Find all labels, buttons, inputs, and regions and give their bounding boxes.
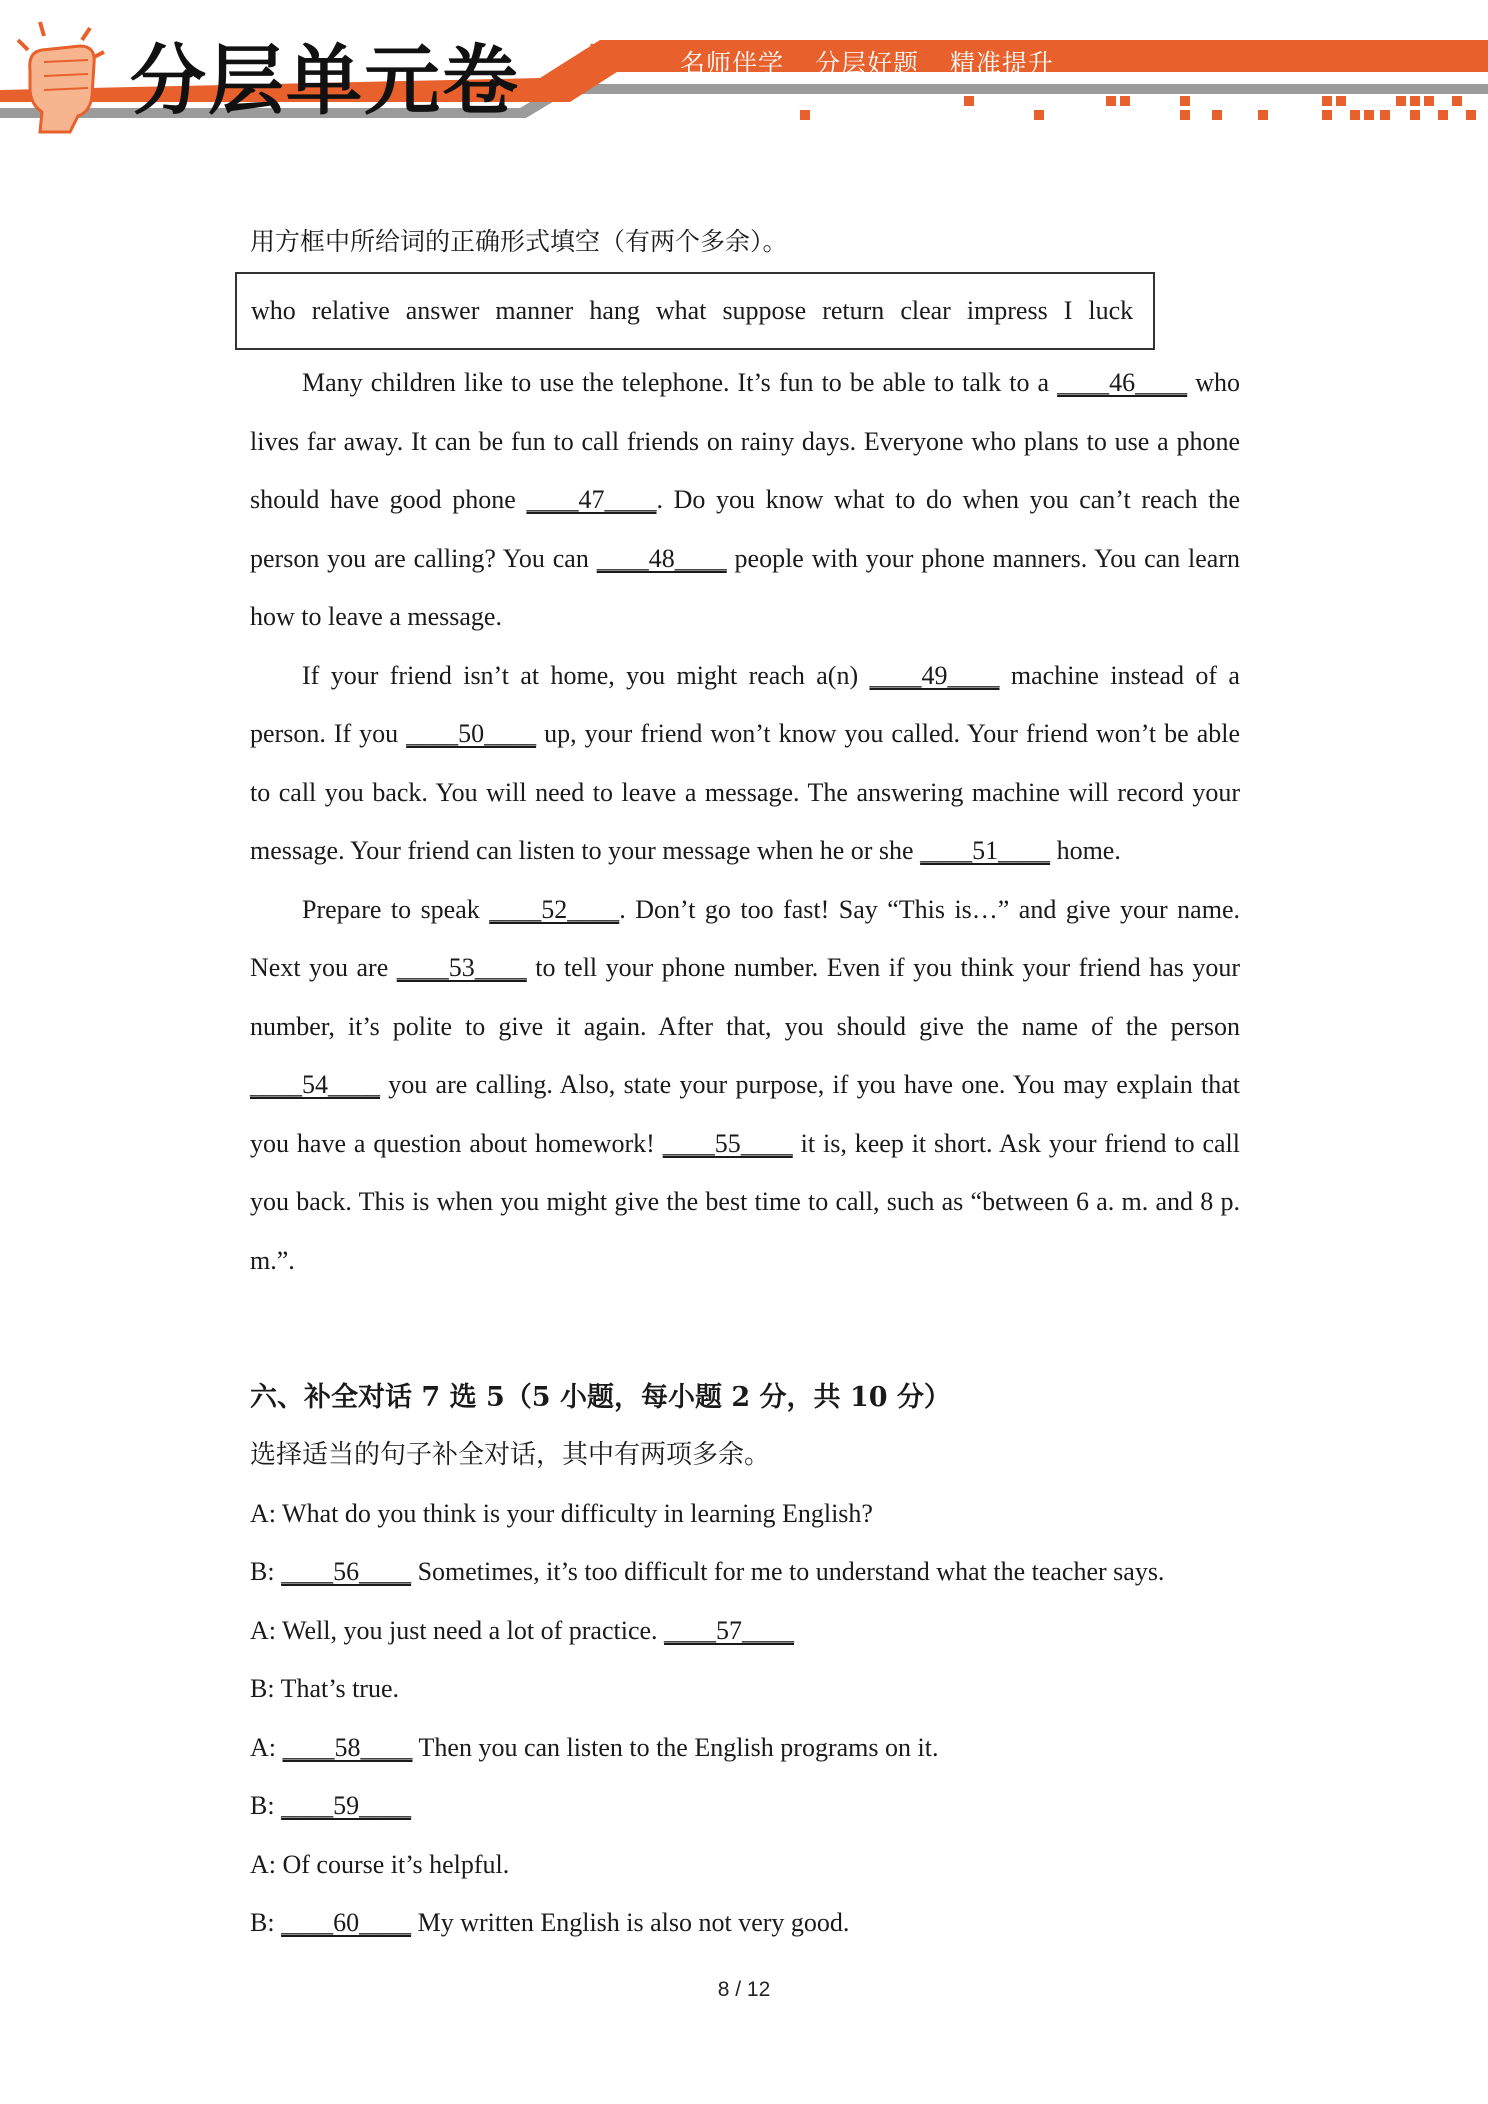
speaker-label: B: bbox=[250, 1791, 282, 1820]
dialogue-line: A: Of course it’s helpful. bbox=[250, 1849, 510, 1879]
dialogue-text: My written English is also not very good. bbox=[411, 1908, 850, 1937]
word-box-item: I bbox=[1063, 296, 1073, 325]
dialogue-line: B: That’s true. bbox=[250, 1674, 400, 1703]
dialogue-text: A: Well, you just need a lot of practice. bbox=[250, 1615, 665, 1645]
passage-paragraph-1 bbox=[250, 354, 1240, 647]
word-box-item: return bbox=[822, 296, 885, 325]
dialogue-text: Sometimes, it’s too difficult for me to understand what the teacher says. bbox=[411, 1557, 1165, 1586]
passage-text: who lives far away. It can be fun to call friends on rainy days. Everyone who plans to use a phone should have good phone bbox=[250, 368, 1241, 514]
passage-text: people with your phone manners. You can learn how to leave a message. bbox=[250, 543, 1241, 631]
passage-text: machine instead of a person. If you bbox=[250, 660, 1240, 748]
dialogue-text: Then you can listen to the English programs on it. bbox=[412, 1732, 939, 1762]
blank-58[interactable]: ____58____ bbox=[282, 1732, 413, 1762]
passage-paragraph-2 bbox=[250, 647, 1240, 881]
section-instruction: 选择适当的句子补全对话，其中有两项多余。 bbox=[250, 1440, 771, 1469]
word-box-item: clear bbox=[900, 296, 951, 325]
passage-text: Many children like to use the telephone. It’s fun to be able to talk to a bbox=[302, 368, 1058, 397]
brand-title: 分层单元卷 bbox=[130, 36, 520, 125]
passage-text: it is, keep it short. Ask your friend to call you back. This is when you might give the best time to call, such as “between 6 a. m. and 8 p. m.”. bbox=[250, 1128, 1240, 1275]
blank-49[interactable]: ____49____ bbox=[869, 660, 1000, 690]
blank-52[interactable]: ____52____ bbox=[489, 894, 620, 924]
passage-paragraph-3 bbox=[250, 881, 1240, 1291]
blank-47[interactable]: ____47____ bbox=[526, 485, 657, 514]
word-box-item: hang bbox=[589, 296, 640, 325]
brand-slogan: 名师伴学 分层好题 精准提升 bbox=[680, 49, 1054, 78]
blank-50[interactable]: ____50____ bbox=[406, 719, 537, 748]
cloze-section bbox=[250, 218, 1250, 268]
speaker-label: B: bbox=[250, 1908, 282, 1937]
blank-59[interactable]: ____59____ bbox=[281, 1791, 412, 1820]
passage-text: up, your friend won’t know you called. Your friend won’t be able to call you back. You will need to leave a message. The answering machine will record your message. Your friend can listen to your message when he or she bbox=[250, 719, 1240, 865]
speaker-label: B: bbox=[250, 1557, 282, 1586]
blank-46[interactable]: ____46____ bbox=[1057, 368, 1188, 397]
dialogue-line bbox=[250, 1602, 1250, 1661]
dialogue-line bbox=[250, 1543, 1250, 1602]
word-box-item: suppose bbox=[722, 296, 807, 325]
cloze-passage bbox=[250, 354, 1240, 1290]
word-box-item: manner bbox=[495, 296, 574, 325]
passage-text: to tell your phone number. Even if you think your friend has your number, it’s polite to give it again. After that, you should give the name of the person bbox=[250, 953, 1240, 1041]
page-number: 8 / 12 bbox=[717, 1978, 771, 2001]
blank-48[interactable]: ____48____ bbox=[596, 543, 727, 573]
dialogue-section bbox=[250, 1370, 1250, 1953]
speaker-label: A: bbox=[250, 1732, 283, 1762]
dialogue-line: A: What do you think is your difficulty in learning English? bbox=[250, 1498, 873, 1528]
word-box-item: relative bbox=[311, 296, 390, 325]
passage-text: . Do you know what to do when you can’t reach the person you are calling? You can bbox=[250, 485, 1240, 573]
blank-56[interactable]: ____56____ bbox=[281, 1557, 412, 1586]
passage-text: you are calling. Also, state your purpose, if you have one. You may explain that you have a question about homework! bbox=[250, 1070, 1240, 1158]
blank-54[interactable]: ____54____ bbox=[250, 1070, 380, 1099]
blank-51[interactable]: ____51____ bbox=[920, 836, 1051, 865]
dialogue-line bbox=[250, 1894, 1250, 1953]
dialogue-line bbox=[250, 1777, 1250, 1836]
blank-55[interactable]: ____55____ bbox=[662, 1128, 793, 1158]
page-header bbox=[0, 0, 1488, 140]
word-box-item: what bbox=[655, 296, 707, 325]
passage-text: Prepare to speak bbox=[302, 894, 490, 924]
blank-57[interactable]: ____57____ bbox=[664, 1615, 795, 1645]
section-title: 六、补全对话 7 选 5（5 小题，每小题 2 分，共 10 分） bbox=[250, 1382, 951, 1413]
word-box bbox=[235, 272, 1155, 350]
word-box-item: impress bbox=[966, 296, 1048, 325]
dialogue-line bbox=[250, 1719, 1250, 1778]
word-box-item: answer bbox=[405, 296, 480, 325]
blank-60[interactable]: ____60____ bbox=[281, 1908, 412, 1937]
passage-text: . Don’t go too fast! Say “This is…” and give your name. Next you are bbox=[250, 894, 1240, 982]
word-box-item: who bbox=[251, 296, 296, 325]
passage-text: If your friend isn’t at home, you might reach a(n) bbox=[302, 660, 870, 690]
passage-text: home. bbox=[1050, 836, 1121, 865]
cloze-instruction: 用方框中所给词的正确形式填空（有两个多余）。 bbox=[250, 229, 788, 256]
word-box-item: luck bbox=[1088, 296, 1134, 325]
blank-53[interactable]: ____53____ bbox=[396, 953, 527, 982]
